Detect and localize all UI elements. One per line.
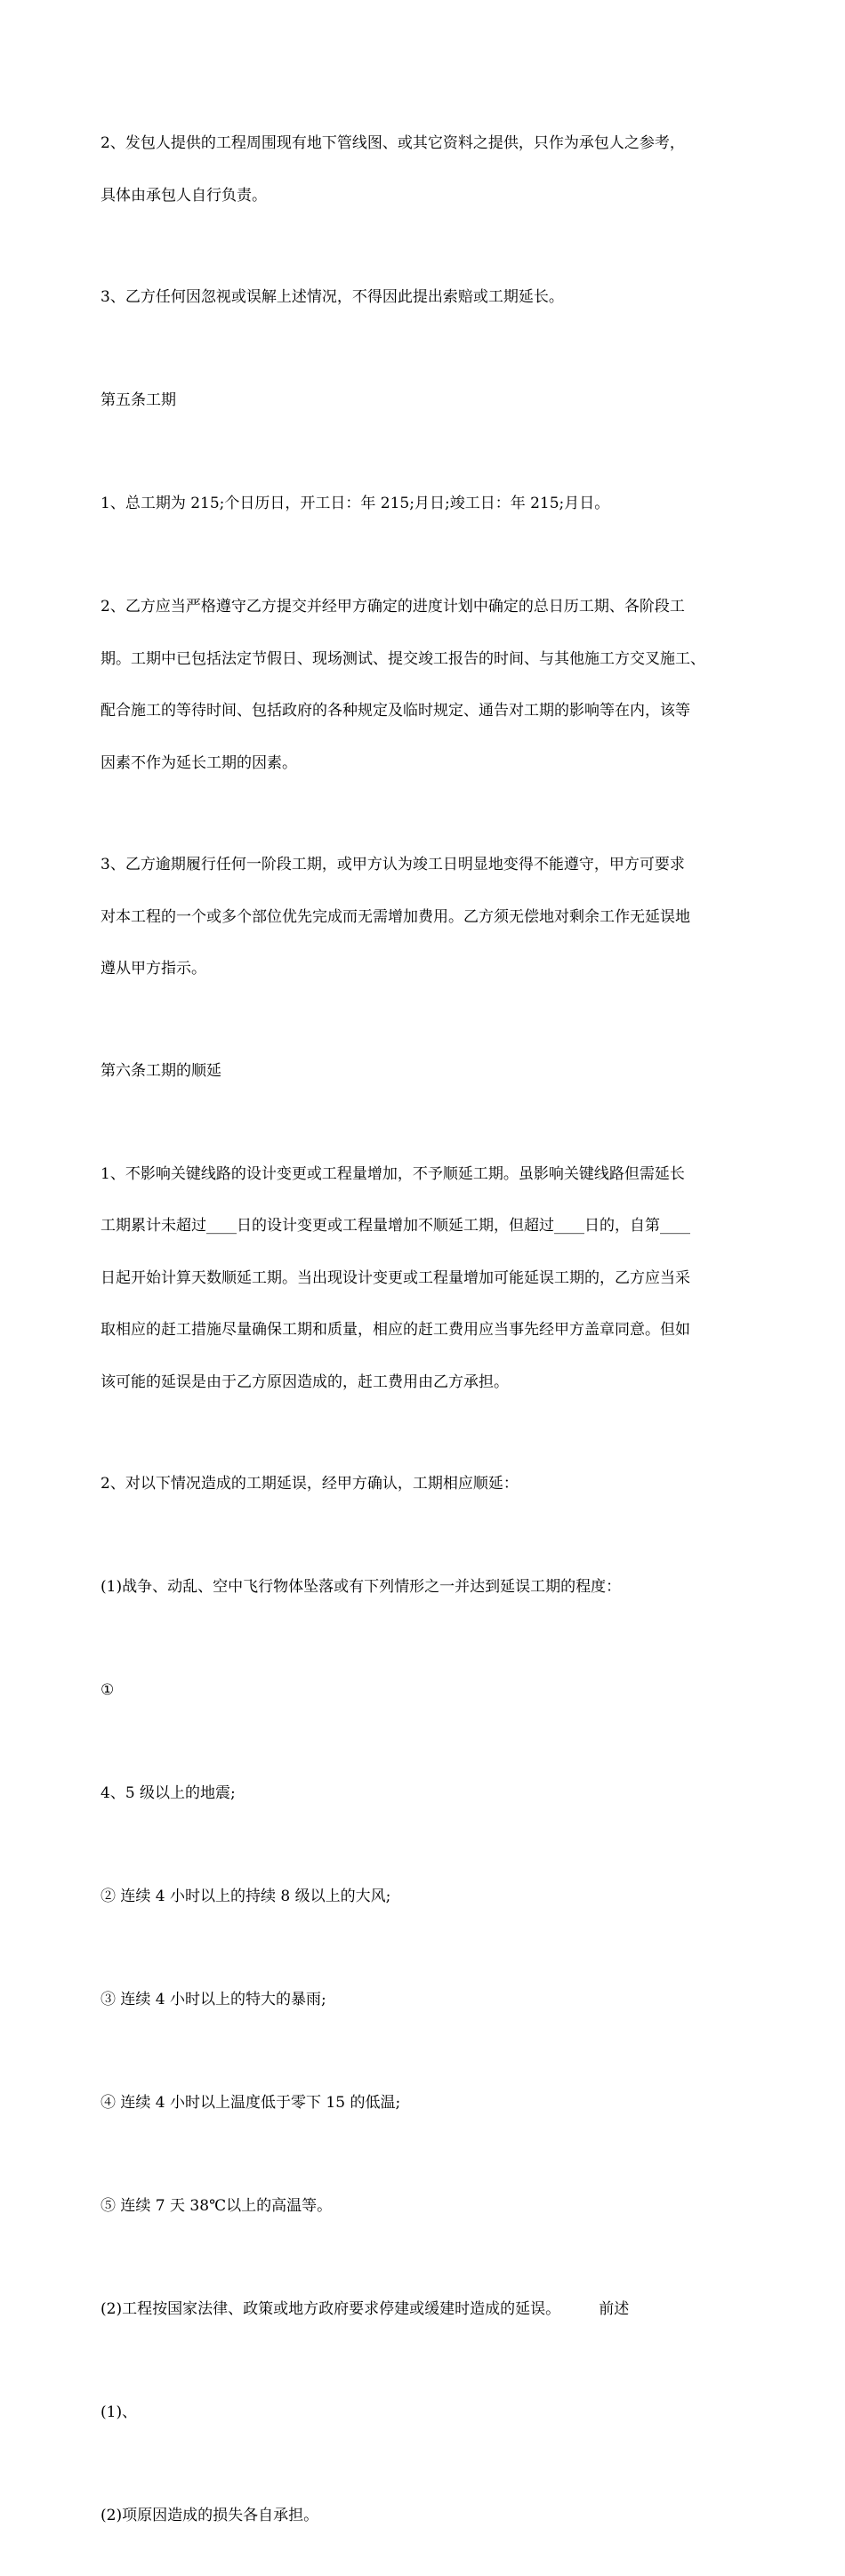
list-item-force-majeure bbox=[101, 1544, 750, 1631]
paragraph-design-change bbox=[101, 1131, 750, 1427]
text-line: 对本工程的一个或多个部位优先完成而无需增加费用。乙方须无偿地对剩余工作无延误地 bbox=[101, 907, 690, 926]
text-line: 该可能的延误是由于乙方原因造成的，赶工费用由乙方承担。 bbox=[101, 1373, 509, 1391]
text-line: 因素不作为延长工期的因素。 bbox=[101, 753, 297, 772]
text-line: 1、总工期为 215;个日历日，开工日：年 215;月日;竣工日：年 215;月日。 bbox=[101, 495, 610, 512]
paragraph-total-duration bbox=[101, 461, 750, 548]
list-item-high-temperature bbox=[101, 2163, 750, 2250]
text-line: 3、乙方逾期履行任何一阶段工期，或甲方认为竣工日明显地变得不能遵守，甲方可要求 bbox=[101, 856, 685, 873]
list-item-rainstorm bbox=[101, 1957, 750, 2044]
text-line: ① bbox=[101, 1681, 115, 1699]
text-line: 4、5 级以上的地震; bbox=[101, 1784, 236, 1802]
list-item-ref-1 bbox=[101, 2370, 750, 2457]
text-line: (2)项原因造成的损失各自承担。 bbox=[101, 2507, 319, 2524]
heading-text: 第五条工期 bbox=[101, 391, 176, 409]
paragraph-no-claim bbox=[101, 254, 750, 342]
text-line: 期。工期中已包括法定节假日、现场测试、提交竣工报告的时间、与其他施工方交叉施工、 bbox=[101, 649, 705, 668]
text-line: (1)战争、动乱、空中飞行物体坠落或有下列情形之一并达到延误工期的程度： bbox=[101, 1578, 622, 1596]
section-heading-article-6 bbox=[101, 1028, 750, 1115]
document-body bbox=[101, 101, 750, 2576]
text-line: 具体由承包人自行负责。 bbox=[101, 186, 267, 205]
text-line: 取相应的赶工措施尽量确保工期和质量，相应的赶工费用应当事先经甲方盖章同意。但如 bbox=[101, 1321, 690, 1339]
text-line: 日起开始计算天数顺延工期。当出现设计变更或工程量增加可能延误工期的，乙方应当采 bbox=[101, 1268, 690, 1287]
text-line: 2、乙方应当严格遵守乙方提交并经甲方确定的进度计划中确定的总日历工期、各阶段工 bbox=[101, 598, 685, 616]
text-line: ④ 连续 4 小时以上温度低于零下 15 的低温; bbox=[101, 2094, 401, 2112]
text-line: (1)、 bbox=[101, 2403, 138, 2421]
text-line: ② 连续 4 小时以上的持续 8 级以上的大风; bbox=[101, 1888, 391, 1905]
heading-text: 第六条工期的顺延 bbox=[101, 1061, 221, 1080]
list-item-strong-wind bbox=[101, 1854, 750, 1941]
list-item-earthquake bbox=[101, 1751, 750, 1838]
paragraph-schedule-compliance bbox=[101, 564, 750, 807]
text-line: 工期累计未超过____日的设计变更或工程量增加不顺延工期，但超过____日的，自第____ bbox=[101, 1217, 690, 1235]
text-line: 2、对以下情况造成的工期延误，经甲方确认，工期相应顺延： bbox=[101, 1475, 519, 1493]
list-item-circled-1 bbox=[101, 1647, 750, 1735]
text-line: ⑤ 连续 7 天 38℃以上的高温等。 bbox=[101, 2197, 333, 2215]
text-line: 3、乙方任何因忽视或误解上述情况，不得因此提出索赔或工期延长。 bbox=[101, 288, 564, 306]
paragraph-pipeline-info bbox=[101, 101, 750, 239]
text-line: ③ 连续 4 小时以上的特大的暴雨; bbox=[101, 1991, 326, 2008]
list-item-low-temperature bbox=[101, 2060, 750, 2147]
paragraph-extension-conditions bbox=[101, 1441, 750, 1528]
text-line: 1、不影响关键线路的设计变更或工程量增加，不予顺延工期。虽影响关键线路但需延长 bbox=[101, 1164, 685, 1183]
text-line: 2、发包人提供的工程周围现有地下管线图、或其它资料之提供，只作为承包人之参考， bbox=[101, 134, 685, 152]
text-line: (2)工程按国家法律、政策或地方政府要求停建或缓建时造成的延误。 前述 bbox=[101, 2300, 630, 2318]
paragraph-overdue-stage bbox=[101, 822, 750, 1013]
list-item-government-suspension bbox=[101, 2266, 750, 2354]
section-heading-article-5 bbox=[101, 358, 750, 445]
text-line: 遵从甲方指示。 bbox=[101, 960, 206, 978]
list-item-ref-2 bbox=[101, 2473, 750, 2560]
text-line: 配合施工的等待时间、包括政府的各种规定及临时规定、通告对工期的影响等在内，该等 bbox=[101, 702, 690, 720]
